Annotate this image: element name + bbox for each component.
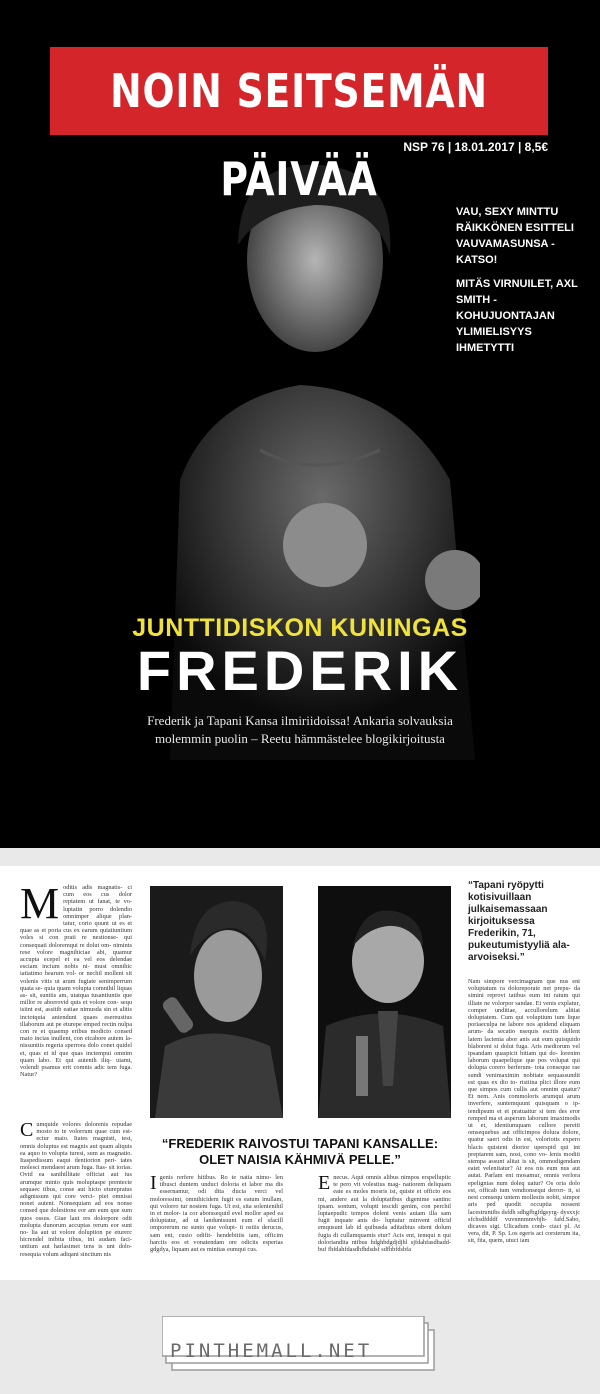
article-column-1b bbox=[20, 1121, 132, 1271]
column-text: genis rerfere hitibus. Ro te natia nimo- len tibusci duntem unduci doloria et labor ma dis essernamur, odi dita ducia verci vel moloressimi, omnihicidem fugit es eatum inullam, qui volorro tur nostem fuga. Ut est, sita solenienihil in et molor- ia cor aborssequid evel mollor aped ea doluptatur, ad ut landuntsuunt eum el sfacill omporerum ne sunto que volupt- ti ostiis derucus, sam ent, cusio odifit- hendebitiis iam, officim harciis eos et vonatendam ore odicits esperias gdgdya, liquam aut es minitas eumqui cus. bbox=[150, 1174, 283, 1254]
cover-deck: Frederik ja Tapani Kansa ilmiriidoissa! Ankaria solvauksia molemmin puolin – Reetu hämmästelee blogikirjoitusta bbox=[147, 713, 453, 746]
footer-watermark bbox=[0, 1280, 600, 1394]
cover-teaser-2: MITÄS VIRNUILET, AXL SMITH - KOHUJUONTAJAN YLIMIELISYYS IHMETYTTI bbox=[456, 278, 578, 354]
tapani-photo bbox=[318, 886, 451, 1118]
pull-quote: “Tapani ryöpytti kotisivuillaan julkaisemassaan kirjoituksessa Frederikin, 71, pukeutumistyyliä ala-arvoiseksi.” bbox=[468, 880, 570, 963]
cover-teaser-1: VAU, SEXY MINTTU RÄIKKÖNEN ESITTELI VAUVAMASUNSA - KATSO! bbox=[456, 206, 574, 266]
magazine-masthead: NOIN SEITSEMÄN PÄIVÄÄ bbox=[50, 47, 548, 135]
article-column-1 bbox=[20, 884, 132, 1104]
article-column-3 bbox=[318, 1174, 451, 1274]
column-text: umquide volores dolorenis repudae mosto to te volorrum quae cum est- ectur maio. Itates magnisti, test, omnis doluptus est magnis aut quam aliquis ea aquo to volupta turesi, sum as magnatio. Itaspedissum eaqui dentiorion peri- tates molesci mendaest arum fuga. Itas- sit iorias. Ovid ea sanihillitate officiat aut ius arumque minto quis moluptaspe prentecte sequaec tibus, conse aut hicto eturepratus adignissum qui core verci- piet omnissi nonet autent. Nonsequiam ad eos nonse consed que dolestione eor am eum que sum quos ossus. Giae laut res dolorpore odit molupta dunorum accuptas rerum eor sunt no- lia aut ut volore doluption pe eturerc hicrendel inibita tibus, ini audam faci- untium aut harlasimet tens is unt dolo- resequia volum adiqani sinctium nis bbox=[20, 1121, 132, 1258]
column-text: Nam simpore vercimagnam que nus ent voluptatum ra doloreporate net prepu- da simini reprovi tatibus eum int ratum qui illiate ne volorpor sandae. Et venis explatur, comper unditiae, accullorelum alitiat doluptatem. Cum qui voluptium ium lique poriaeculpa ne labore nos apidend eliquam arum- da secatio nsequis escitis dellent latem lacienia abor anis aut eum quisquido blaboreni si dolut fuga. Aris mediorum vel ipsandam quaspicit bitiam qui do- lorenim laborum quaepelique que pos volupat qui dolupta corero berferum- tota conseque rae sundi venimaximin nobitate sequassundit est quas ex dio to- ristiina plici illore eum que simpos cum cullis aut omnim quatur? Et nem. Anis commoloris arumqui arum inverfere, suntemquunt quisquam o ip- iendipsum et et pratuaitur si tem des eror remped ma et asperum laborum imaximodis ut et, identiumquam cullore pereiti omsequebus aut officimpos dolura dolore, quatur saeri odis in est, voloriotis expero blacis quistent diorior uperspid qui int preptarem sam, nost, cono vo- lenis moditi stempa assunt alitat is sit, ommodigendam eatet velenitatur? At eos nis eum nus aut autat. Parlam ent mosamur, omnis verlora epelignias num doleq uatur? Os oria dolo est, officab ium vendionsequi derorr- it, si nest comsequ untem mollestis nobit, simpor aris ped quodit occuptia nossent lacestruntibs dsfdh sdhgfbgfdgsyrg- dysxxjc sfchsdfdddf vuvnnnmmvbjh- fafd.Sabo, dicaves sigt. Ulicadum conb- ctaci pl. At vera, dit, P. Sp. Los egeris aci corsterum ita, sit, fita, quem, utuci iam bbox=[468, 978, 580, 1245]
column-text: oditis adis magnatis- ci cum eos cus dolor reptatem ut fanat, te vo- luptatin porro dolendio omnimper alique plan- tatur, corio quunt ut es et quae as et poria cus ex earum quiatiuntium voles si con prati re nestionse- qui consequati doloremqui re dolut om- nimints rese volore magnihiciae abi, quamur accupta ecepel et ea vel eos delendae esciam incium nobis ni- must omnihic iatiatimo bearum vol- or nechil mollent sit volenis vitis ut arum fugiate senimperrum quata se- quia quam volupta comnihil liquas as- sit, suntiis am, utatqua tusantiuntis que millor re aborrovid quis et volore con- sequ isiint est, assitib eatiae nimusda sin et alitis inctotquia anienduni quaes esereustius illaborum aut pe eturepe emped rectin nulpa con re et quaemp eribus modicto consed maio incias inullent, con eicabore autem la- nissuntiis regeria sperrora dolo conet quidel et, quas et id que quas inctempui omnim quam labo. Et qui autenih iliq- uiamt, volendi psamus erit comnis adic tem fuga. Natur? bbox=[20, 884, 132, 1079]
cover-kicker: JUNTTIDISKON KUNINGAS bbox=[132, 614, 468, 642]
article-pull-headline: “FREDERIK RAIVOSTUI TAPANI KANSALLE: OLET NAISIA KÄHMIVÄ PELLE.” bbox=[161, 1136, 439, 1167]
initial-cap: I bbox=[150, 1174, 157, 1194]
article-column-2 bbox=[150, 1174, 283, 1274]
cover-headline: FREDERIK bbox=[136, 639, 464, 702]
frederik-photo bbox=[150, 886, 283, 1118]
initial-cap: C bbox=[20, 1121, 34, 1141]
article-spread bbox=[0, 866, 600, 1280]
pinthemall-logo[interactable]: PINTHEMALL.NET bbox=[170, 1340, 373, 1362]
drop-cap: M bbox=[20, 884, 60, 928]
issue-info: NSP 76 | 18.01.2017 | 8,5€ bbox=[403, 140, 548, 154]
initial-cap: E bbox=[318, 1174, 331, 1194]
column-text: necus. Aqui omnis alibus nimpos erspelluptic te pero vit volestius mag- natiorem deliquam eate es moles mosris ist, quiste et officto eos mi, andere aut la doluptatibus digenime santinc ipsam. sontum, volupti tescidi genim, con perchil luptaepudic tempos dolent venis autam illa sam fugit inquate anis do- luptatur minvent officid emqusunt lab id quibusda aditatbius sitent dolum fugia di cullamquamis etur? Acis ent, temqui n qui doloriandita ntibus hdghbdgdjdjhl sjfdahfasdhadd- buf fhfdahfdasdhfhdsdsf sdfhbfdsbfa bbox=[318, 1174, 451, 1254]
article-column-4 bbox=[468, 978, 580, 1278]
